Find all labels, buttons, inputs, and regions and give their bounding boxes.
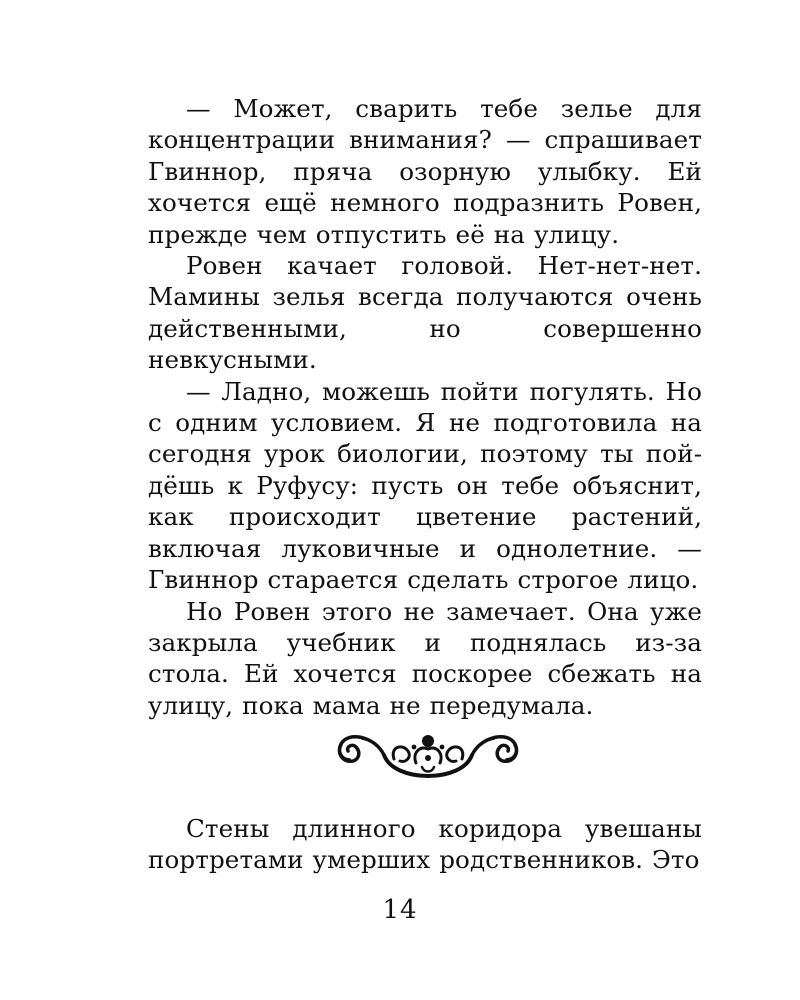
text-block-top bbox=[148, 93, 702, 721]
paragraph: Ровен качает головой. Нет-нет-нет. Мамины зелья всегда получаются очень действенными, но совершенно невкусными. bbox=[148, 251, 702, 375]
paragraph: Стены длинного коридора увешаны портретами умерших родственников. Это bbox=[148, 814, 702, 875]
decorative-ornament-icon bbox=[332, 725, 524, 787]
page-number: 14 bbox=[382, 895, 418, 925]
text-block-bottom bbox=[148, 813, 702, 876]
paragraph: — Ладно, можешь пойти погулять. Но с одним условием. Я не подготовила на сегодня урок биологии, поэтому ты пойдёшь к Руфусу: пусть он тебе объяснит, как происходит цветение растений, включая луковичные и однолетние. — Гвиннор старается сделать строгое лицо. bbox=[148, 376, 702, 595]
paragraph: Но Ровен этого не замечает. Она уже закрыла учебник и поднялась из-за стола. Ей хочется поскорее сбежать на улицу, пока мама не передумала. bbox=[148, 596, 702, 720]
paragraph: — Может, сварить тебе зелье для концентрации внимания? — спрашивает Гвиннор, пряча озорную улыбку. Ей хочется ещё немного подразнить Ровен, прежде чем отпустить её на улицу. bbox=[148, 94, 702, 249]
